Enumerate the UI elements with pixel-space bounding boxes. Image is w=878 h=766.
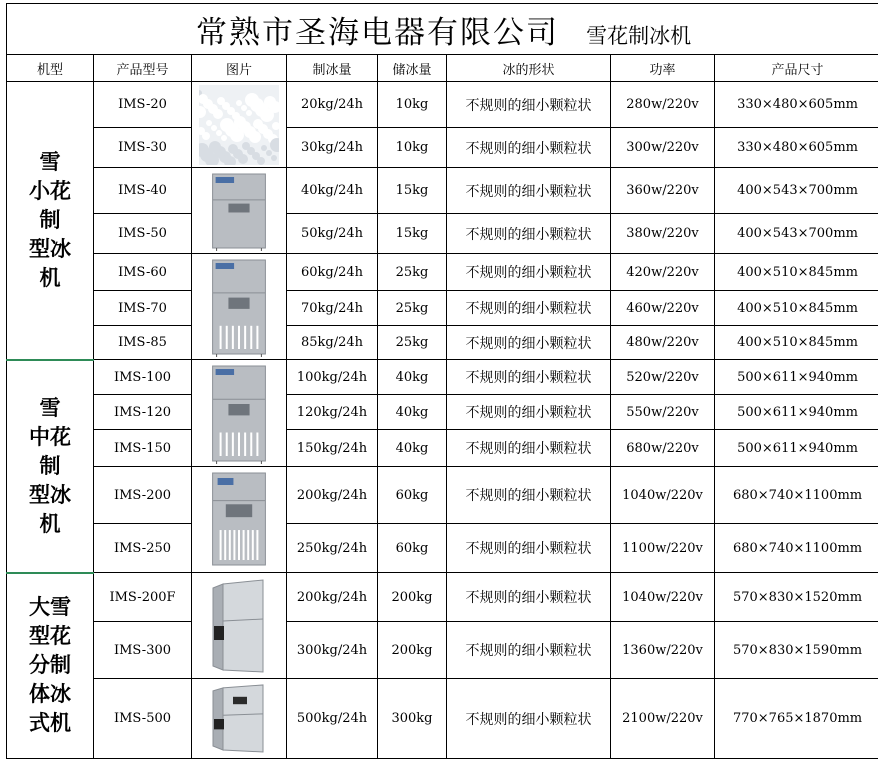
group-label-line: 中花 (29, 424, 71, 449)
table-row (7, 82, 878, 128)
ice-shape-cell: 不规则的细小颗粒状 (447, 254, 611, 291)
size-cell: 400×543×700mm (715, 168, 878, 214)
table-row (7, 326, 878, 360)
ice-shape-cell: 不规则的细小颗粒状 (447, 679, 611, 759)
model-cell: IMS-85 (94, 326, 192, 360)
table-row (7, 168, 878, 214)
ice-shape-cell: 不规则的细小颗粒状 (447, 214, 611, 254)
size-cell: 680×740×1100mm (715, 467, 878, 524)
model-cell: IMS-250 (94, 524, 192, 573)
power-cell: 1360w/220v (611, 622, 715, 679)
ice-machine-photo (192, 573, 287, 679)
header-shape: 冰的形状 (447, 55, 611, 82)
spec-table (6, 3, 878, 759)
group-label-line: 雪 (39, 149, 61, 174)
title-cell (7, 4, 878, 55)
table-row (7, 291, 878, 326)
table-row (7, 395, 878, 430)
group-label-line: 型冰 (29, 482, 71, 507)
size-cell: 400×510×845mm (715, 291, 878, 326)
capacity-cell: 100kg/24h (287, 360, 378, 395)
capacity-cell: 300kg/24h (287, 622, 378, 679)
capacity-cell: 60kg/24h (287, 254, 378, 291)
group-label-line: 制 (39, 453, 61, 478)
capacity-cell: 120kg/24h (287, 395, 378, 430)
ice-shape-cell: 不规则的细小颗粒状 (447, 291, 611, 326)
ice-machine-photo (192, 168, 287, 254)
power-cell: 2100w/220v (611, 679, 715, 759)
ice-machine-photo (192, 679, 287, 759)
table-row (7, 573, 878, 622)
size-cell: 500×611×940mm (715, 360, 878, 395)
storage-cell: 25kg (378, 254, 447, 291)
storage-cell: 60kg (378, 467, 447, 524)
header-row (7, 55, 878, 82)
header-size: 产品尺寸 (715, 55, 878, 82)
group-label-line: 型冰 (29, 236, 71, 261)
model-cell: IMS-50 (94, 214, 192, 254)
power-cell: 680w/220v (611, 430, 715, 467)
header-type: 机型 (7, 55, 94, 82)
storage-cell: 40kg (378, 430, 447, 467)
group-label-cell (7, 573, 94, 759)
group-label-line: 制 (39, 207, 61, 232)
model-cell: IMS-40 (94, 168, 192, 214)
model-cell: IMS-200F (94, 573, 192, 622)
spec-sheet (6, 3, 870, 762)
storage-cell: 40kg (378, 395, 447, 430)
header-storage: 储冰量 (378, 55, 447, 82)
model-cell: IMS-120 (94, 395, 192, 430)
size-cell: 400×510×845mm (715, 326, 878, 360)
model-cell: IMS-20 (94, 82, 192, 128)
size-cell: 330×480×605mm (715, 128, 878, 168)
storage-cell: 25kg (378, 326, 447, 360)
capacity-cell: 150kg/24h (287, 430, 378, 467)
storage-cell: 60kg (378, 524, 447, 573)
group-label (29, 593, 71, 738)
group-label-line: 小花 (29, 178, 71, 203)
ice-machine-photo (192, 360, 287, 467)
table-row (7, 430, 878, 467)
size-cell: 770×765×1870mm (715, 679, 878, 759)
group-label-line: 大雪 (29, 595, 71, 620)
header-capacity: 制冰量 (287, 55, 378, 82)
group-label-cell (7, 360, 94, 573)
model-cell: IMS-60 (94, 254, 192, 291)
model-cell: IMS-70 (94, 291, 192, 326)
storage-cell: 15kg (378, 168, 447, 214)
power-cell: 420w/220v (611, 254, 715, 291)
group-label-cell (7, 82, 94, 360)
product-title: 雪花制冰机 (586, 23, 692, 48)
power-cell: 550w/220v (611, 395, 715, 430)
group-label-line: 机 (39, 511, 61, 536)
storage-cell: 10kg (378, 82, 447, 128)
capacity-cell: 70kg/24h (287, 291, 378, 326)
capacity-cell: 85kg/24h (287, 326, 378, 360)
ice-shape-cell: 不规则的细小颗粒状 (447, 360, 611, 395)
table-row (7, 128, 878, 168)
ice-machine-photo (192, 467, 287, 573)
capacity-cell: 250kg/24h (287, 524, 378, 573)
ice-shape-cell: 不规则的细小颗粒状 (447, 430, 611, 467)
table-row (7, 524, 878, 573)
power-cell: 480w/220v (611, 326, 715, 360)
group-label-line: 式机 (29, 711, 71, 736)
table-row (7, 214, 878, 254)
group-label (29, 148, 71, 293)
power-cell: 1040w/220v (611, 467, 715, 524)
power-cell: 300w/220v (611, 128, 715, 168)
group-label-line: 机 (39, 265, 61, 290)
model-cell: IMS-150 (94, 430, 192, 467)
capacity-cell: 200kg/24h (287, 467, 378, 524)
table-body (7, 82, 878, 759)
ice-shape-cell: 不规则的细小颗粒状 (447, 395, 611, 430)
header-model: 产品型号 (94, 55, 192, 82)
model-cell: IMS-300 (94, 622, 192, 679)
storage-cell: 200kg (378, 622, 447, 679)
size-cell: 570×830×1590mm (715, 622, 878, 679)
header-power: 功率 (611, 55, 715, 82)
ice-shape-cell: 不规则的细小颗粒状 (447, 326, 611, 360)
table-row (7, 254, 878, 291)
size-cell: 400×510×845mm (715, 254, 878, 291)
power-cell: 1040w/220v (611, 573, 715, 622)
ice-shape-cell: 不规则的细小颗粒状 (447, 168, 611, 214)
power-cell: 380w/220v (611, 214, 715, 254)
storage-cell: 300kg (378, 679, 447, 759)
group-label-line: 体冰 (29, 682, 71, 707)
capacity-cell: 20kg/24h (287, 82, 378, 128)
table-row (7, 360, 878, 395)
company-title: 常熟市圣海电器有限公司 (196, 14, 559, 51)
capacity-cell: 200kg/24h (287, 573, 378, 622)
ice-shape-cell: 不规则的细小颗粒状 (447, 524, 611, 573)
power-cell: 360w/220v (611, 168, 715, 214)
size-cell: 400×543×700mm (715, 214, 878, 254)
ice-shape-cell: 不规则的细小颗粒状 (447, 82, 611, 128)
storage-cell: 40kg (378, 360, 447, 395)
group-label (29, 394, 71, 539)
size-cell: 570×830×1520mm (715, 573, 878, 622)
ice-shape-cell: 不规则的细小颗粒状 (447, 128, 611, 168)
table-row (7, 467, 878, 524)
table-row (7, 622, 878, 679)
capacity-cell: 500kg/24h (287, 679, 378, 759)
ice-shape-cell: 不规则的细小颗粒状 (447, 467, 611, 524)
power-cell: 1100w/220v (611, 524, 715, 573)
capacity-cell: 50kg/24h (287, 214, 378, 254)
model-cell: IMS-200 (94, 467, 192, 524)
snow-ice-photo (192, 82, 287, 168)
size-cell: 680×740×1100mm (715, 524, 878, 573)
size-cell: 500×611×940mm (715, 395, 878, 430)
storage-cell: 15kg (378, 214, 447, 254)
ice-shape-cell: 不规则的细小颗粒状 (447, 573, 611, 622)
power-cell: 280w/220v (611, 82, 715, 128)
group-label-line: 雪 (39, 395, 61, 420)
storage-cell: 200kg (378, 573, 447, 622)
storage-cell: 25kg (378, 291, 447, 326)
power-cell: 460w/220v (611, 291, 715, 326)
size-cell: 330×480×605mm (715, 82, 878, 128)
group-label-line: 分制 (29, 653, 71, 678)
ice-machine-photo (192, 254, 287, 360)
storage-cell: 10kg (378, 128, 447, 168)
group-label-line: 型花 (29, 624, 71, 649)
power-cell: 520w/220v (611, 360, 715, 395)
capacity-cell: 30kg/24h (287, 128, 378, 168)
table-row (7, 679, 878, 759)
header-picture: 图片 (192, 55, 287, 82)
size-cell: 500×611×940mm (715, 430, 878, 467)
model-cell: IMS-500 (94, 679, 192, 759)
capacity-cell: 40kg/24h (287, 168, 378, 214)
model-cell: IMS-100 (94, 360, 192, 395)
model-cell: IMS-30 (94, 128, 192, 168)
title-row (7, 4, 878, 55)
ice-shape-cell: 不规则的细小颗粒状 (447, 622, 611, 679)
